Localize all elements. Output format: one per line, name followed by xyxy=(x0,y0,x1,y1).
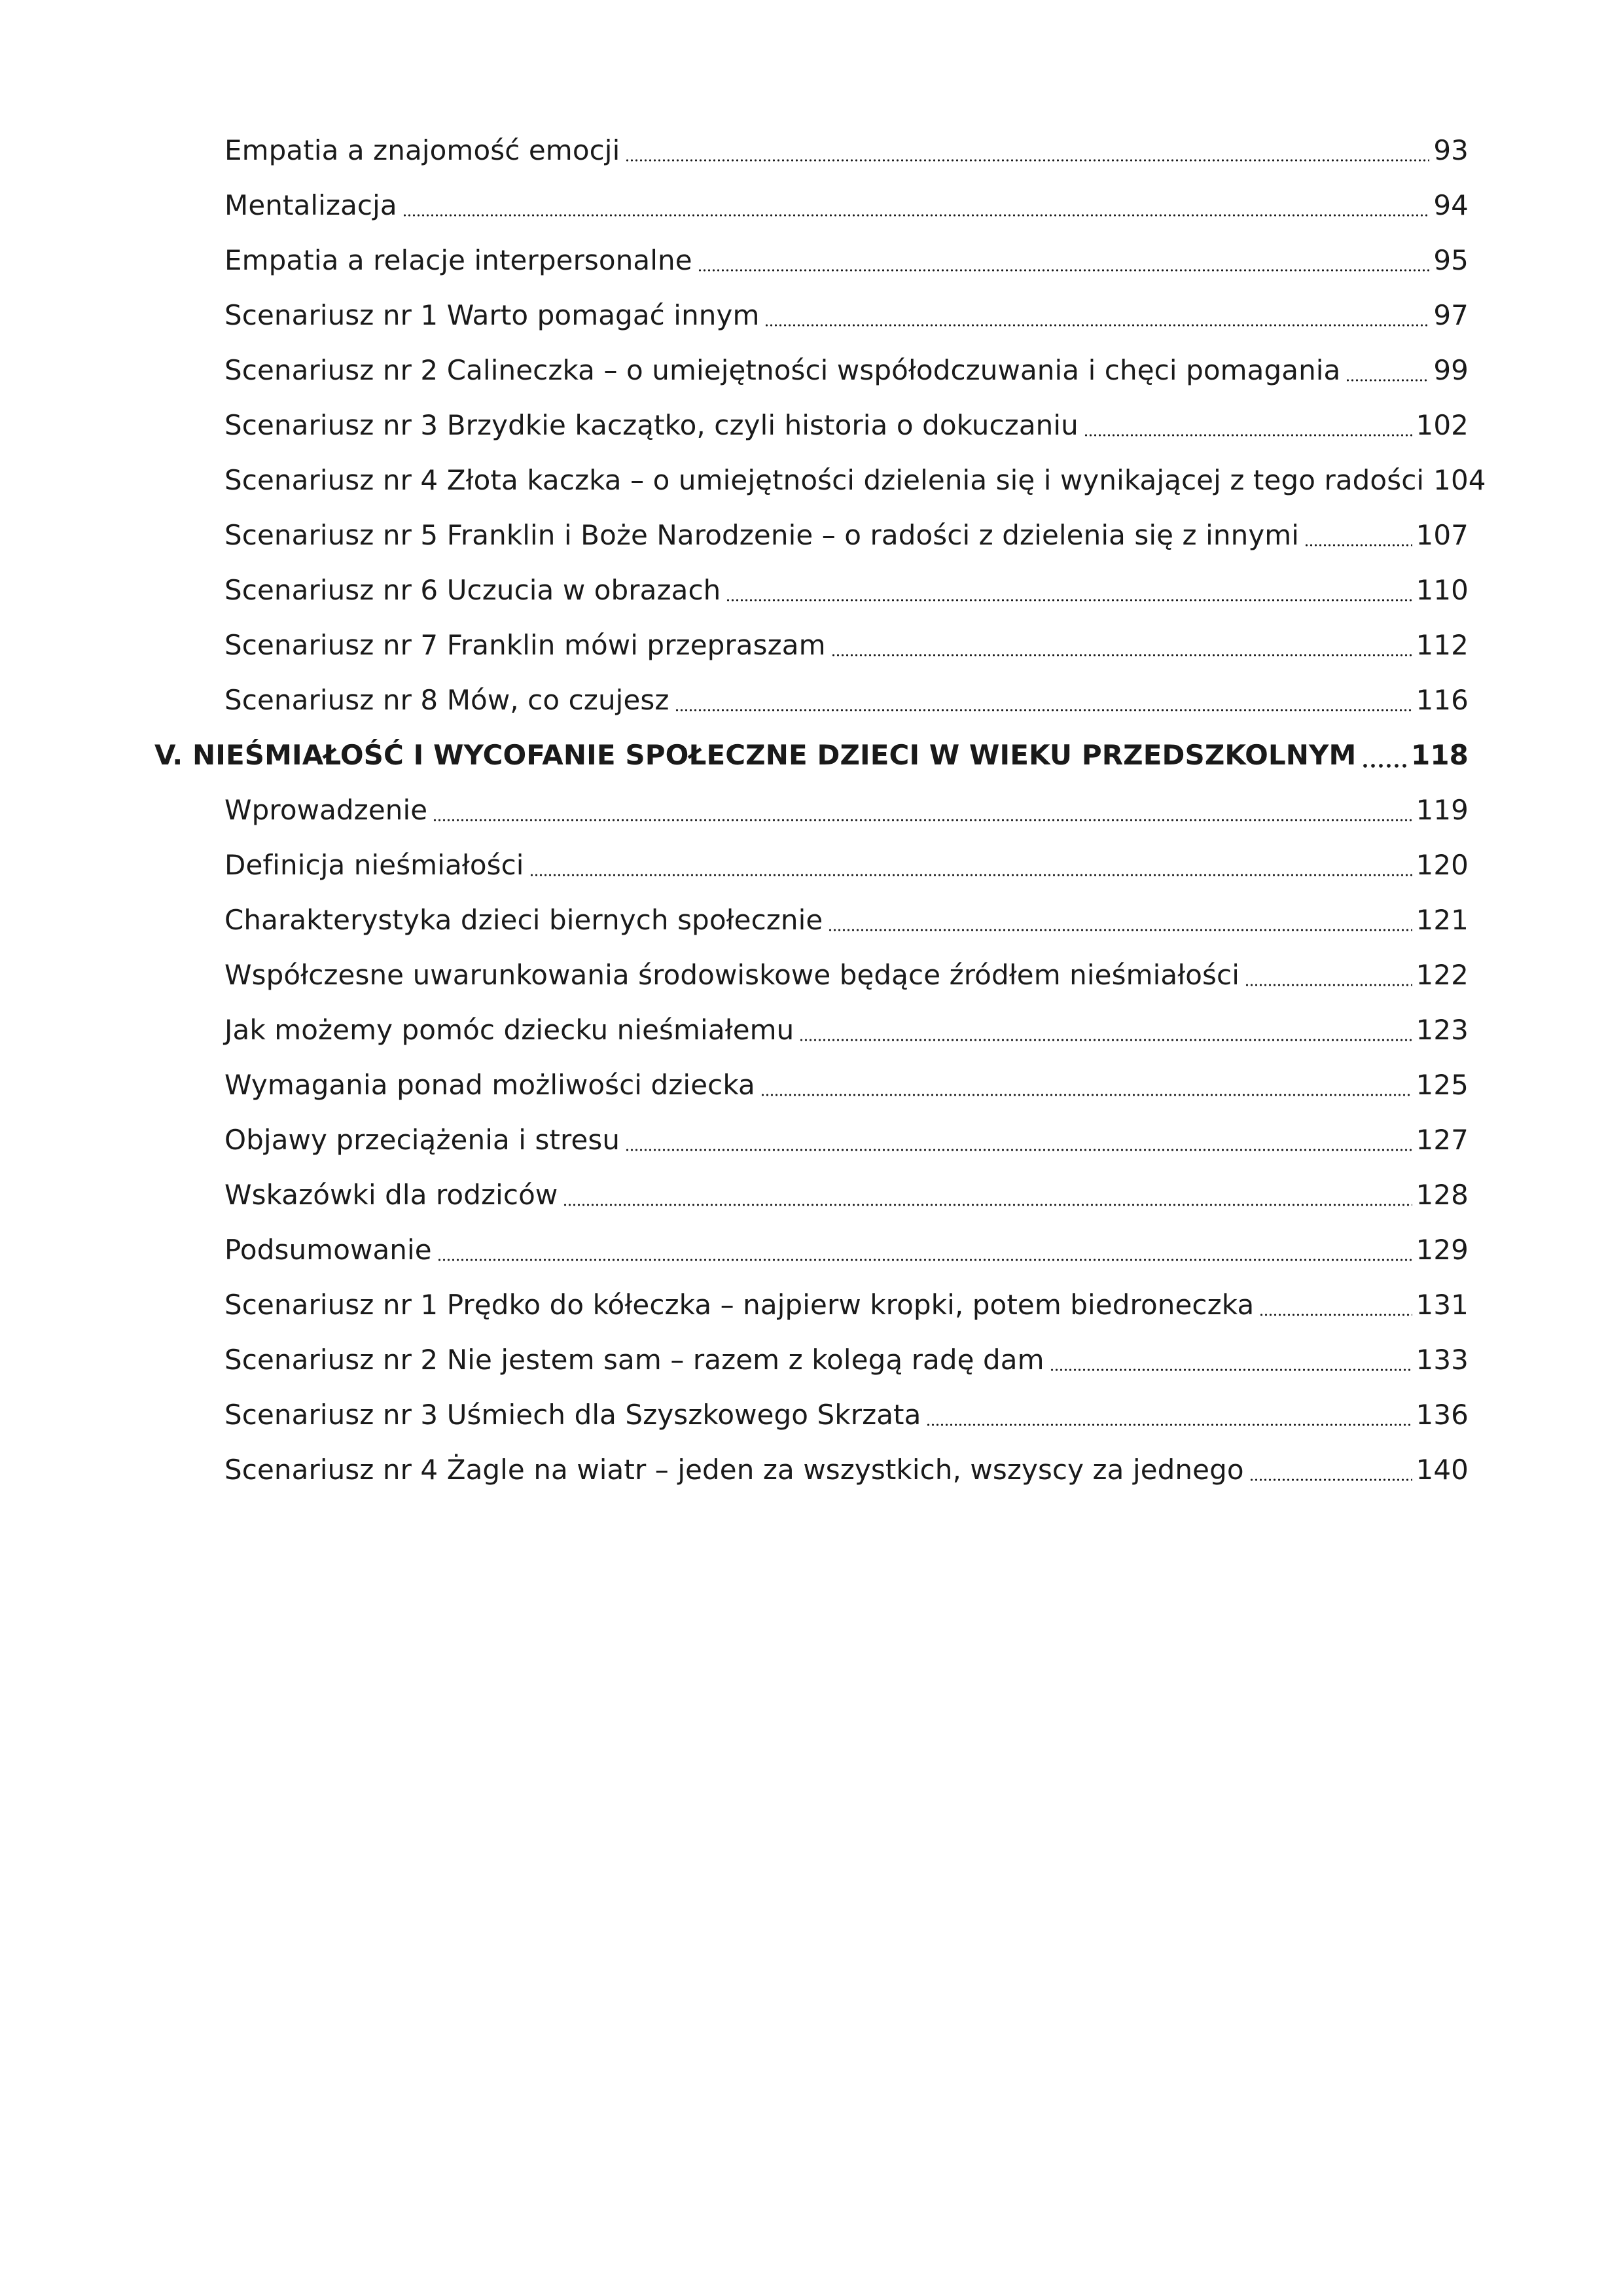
toc-entry[interactable] xyxy=(0,673,1623,728)
toc-dot-leader xyxy=(529,873,1412,877)
toc-entry-title: Scenariusz nr 4 Żagle na wiatr – jeden za wszystkich, wszyscy za jednego xyxy=(224,1454,1244,1486)
toc-dot-leader xyxy=(1050,1368,1412,1372)
toc-entry-title: Definicja nieśmiałości xyxy=(224,849,524,881)
toc-entry-title: Scenariusz nr 2 Calineczka – o umiejętności współodczuwania i chęci pomagania xyxy=(224,354,1341,386)
toc-dot-leader xyxy=(625,158,1429,162)
toc-entry-title: Mentalizacja xyxy=(224,189,397,221)
toc-entry[interactable] xyxy=(0,233,1623,288)
toc-entry-page: 116 xyxy=(1416,684,1469,716)
toc-dot-leader xyxy=(764,323,1429,327)
toc-entry-page: 112 xyxy=(1416,629,1469,661)
toc-entry-page: 119 xyxy=(1416,794,1469,826)
toc-entry-title: Scenariusz nr 3 Brzydkie kaczątko, czyli historia o dokuczaniu xyxy=(224,409,1079,441)
toc-entry-page: 93 xyxy=(1433,134,1469,166)
toc-entry[interactable] xyxy=(0,1388,1623,1443)
toc-entry-page: 94 xyxy=(1433,189,1469,221)
toc-entry-page: 136 xyxy=(1416,1399,1469,1431)
toc-entry[interactable] xyxy=(0,618,1623,673)
toc-dot-leader xyxy=(1084,433,1412,437)
toc-entry[interactable] xyxy=(0,783,1623,838)
toc-entry-title: Wprowadzenie xyxy=(224,794,428,826)
toc-entry-page: 102 xyxy=(1416,409,1469,441)
table-of-contents xyxy=(0,123,1623,1498)
toc-entry[interactable] xyxy=(0,398,1623,453)
toc-dot-leader xyxy=(926,1423,1412,1427)
toc-dot-leader xyxy=(433,818,1412,822)
toc-entry[interactable] xyxy=(0,1168,1623,1223)
toc-dot-leader xyxy=(1346,378,1429,382)
toc-chapter-heading[interactable] xyxy=(0,728,1623,783)
toc-entry-title: Empatia a znajomość emocji xyxy=(224,134,620,166)
toc-dot-leader xyxy=(1304,543,1412,547)
toc-entry-page: 121 xyxy=(1416,904,1469,936)
toc-dot-leader xyxy=(698,268,1430,272)
toc-dot-leader xyxy=(437,1258,1412,1262)
toc-entry-page: 107 xyxy=(1416,519,1469,551)
toc-dot-leader xyxy=(799,1038,1412,1042)
toc-entry[interactable] xyxy=(0,893,1623,948)
toc-entry[interactable] xyxy=(0,563,1623,618)
toc-chapter-title: V. NIEŚMIAŁOŚĆ I WYCOFANIE SPOŁECZNE DZIECI W WIEKU PRZEDSZKOLNYM xyxy=(154,739,1357,771)
toc-dot-leader xyxy=(402,213,1430,217)
toc-entry[interactable] xyxy=(0,343,1623,398)
toc-entry-title: Podsumowanie xyxy=(224,1234,432,1266)
toc-entry[interactable] xyxy=(0,1333,1623,1388)
toc-entry[interactable] xyxy=(0,178,1623,233)
toc-entry[interactable] xyxy=(0,1003,1623,1058)
toc-entry[interactable] xyxy=(0,288,1623,343)
toc-entry-page: 125 xyxy=(1416,1069,1469,1101)
toc-entry-title: Empatia a relacje interpersonalne xyxy=(224,244,692,276)
toc-entry[interactable] xyxy=(0,948,1623,1003)
toc-entry-page: 123 xyxy=(1416,1014,1469,1046)
toc-entry-title: Scenariusz nr 7 Franklin mówi przepraszam xyxy=(224,629,826,661)
toc-entry-title: Wskazówki dla rodziców xyxy=(224,1179,558,1211)
toc-entry-title: Scenariusz nr 4 Złota kaczka – o umiejętności dzielenia się i wynikającej z tego radości xyxy=(224,464,1425,496)
toc-entry[interactable] xyxy=(0,123,1623,178)
toc-entry[interactable] xyxy=(0,453,1623,508)
toc-entry-page: 95 xyxy=(1433,244,1469,276)
toc-dot-leader xyxy=(1245,983,1412,987)
toc-dot-leader xyxy=(1259,1313,1412,1317)
toc-entry-title: Jak możemy pomóc dziecku nieśmiałemu xyxy=(224,1014,794,1046)
toc-entry[interactable] xyxy=(0,838,1623,893)
toc-entry[interactable] xyxy=(0,1223,1623,1278)
toc-entry[interactable] xyxy=(0,1058,1623,1113)
toc-entry-page: 97 xyxy=(1433,299,1469,331)
toc-dot-leader xyxy=(563,1203,1412,1207)
toc-entry-page: 129 xyxy=(1416,1234,1469,1266)
toc-entry-page: 122 xyxy=(1416,959,1469,991)
toc-entry-title: Scenariusz nr 3 Uśmiech dla Szyszkowego Skrzata xyxy=(224,1399,921,1431)
toc-dot-leader xyxy=(1249,1478,1412,1482)
toc-dot-leader xyxy=(625,1148,1412,1152)
toc-entry-title: Współczesne uwarunkowania środowiskowe będące źródłem nieśmiałości xyxy=(224,959,1240,991)
toc-entry[interactable] xyxy=(0,1278,1623,1333)
toc-entry-page: 127 xyxy=(1416,1124,1469,1156)
toc-entry-title: Scenariusz nr 5 Franklin i Boże Narodzenie – o radości z dzielenia się z innymi xyxy=(224,519,1300,551)
toc-entry-title: Charakterystyka dzieci biernych społecznie xyxy=(224,904,823,936)
toc-dot-leader xyxy=(675,708,1412,712)
toc-dot-leader xyxy=(726,598,1412,602)
toc-entry-title: Scenariusz nr 1 Prędko do kółeczka – najpierw kropki, potem biedroneczka xyxy=(224,1289,1255,1321)
toc-entry-title: Objawy przeciążenia i stresu xyxy=(224,1124,620,1156)
toc-dot-leader xyxy=(831,653,1412,657)
toc-dot-leader xyxy=(1361,763,1407,768)
toc-entry-page: 140 xyxy=(1416,1454,1469,1486)
toc-entry-title: Wymagania ponad możliwości dziecka xyxy=(224,1069,755,1101)
toc-entry-page: 128 xyxy=(1416,1179,1469,1211)
toc-entry-page: 104 xyxy=(1433,464,1486,496)
toc-entry[interactable] xyxy=(0,1443,1623,1498)
toc-entry-title: Scenariusz nr 8 Mów, co czujesz xyxy=(224,684,669,716)
toc-entry-page: 110 xyxy=(1416,574,1469,606)
toc-dot-leader xyxy=(828,928,1412,932)
toc-entry[interactable] xyxy=(0,508,1623,563)
toc-entry-page: 133 xyxy=(1416,1344,1469,1376)
toc-entry-title: Scenariusz nr 2 Nie jestem sam – razem z kolegą radę dam xyxy=(224,1344,1044,1376)
toc-dot-leader xyxy=(760,1093,1412,1097)
toc-entry-title: Scenariusz nr 1 Warto pomagać innym xyxy=(224,299,760,331)
toc-chapter-page: 118 xyxy=(1411,739,1469,771)
toc-entry[interactable] xyxy=(0,1113,1623,1168)
toc-entry-page: 120 xyxy=(1416,849,1469,881)
toc-entry-title: Scenariusz nr 6 Uczucia w obrazach xyxy=(224,574,721,606)
toc-entry-page: 131 xyxy=(1416,1289,1469,1321)
toc-entry-page: 99 xyxy=(1433,354,1469,386)
